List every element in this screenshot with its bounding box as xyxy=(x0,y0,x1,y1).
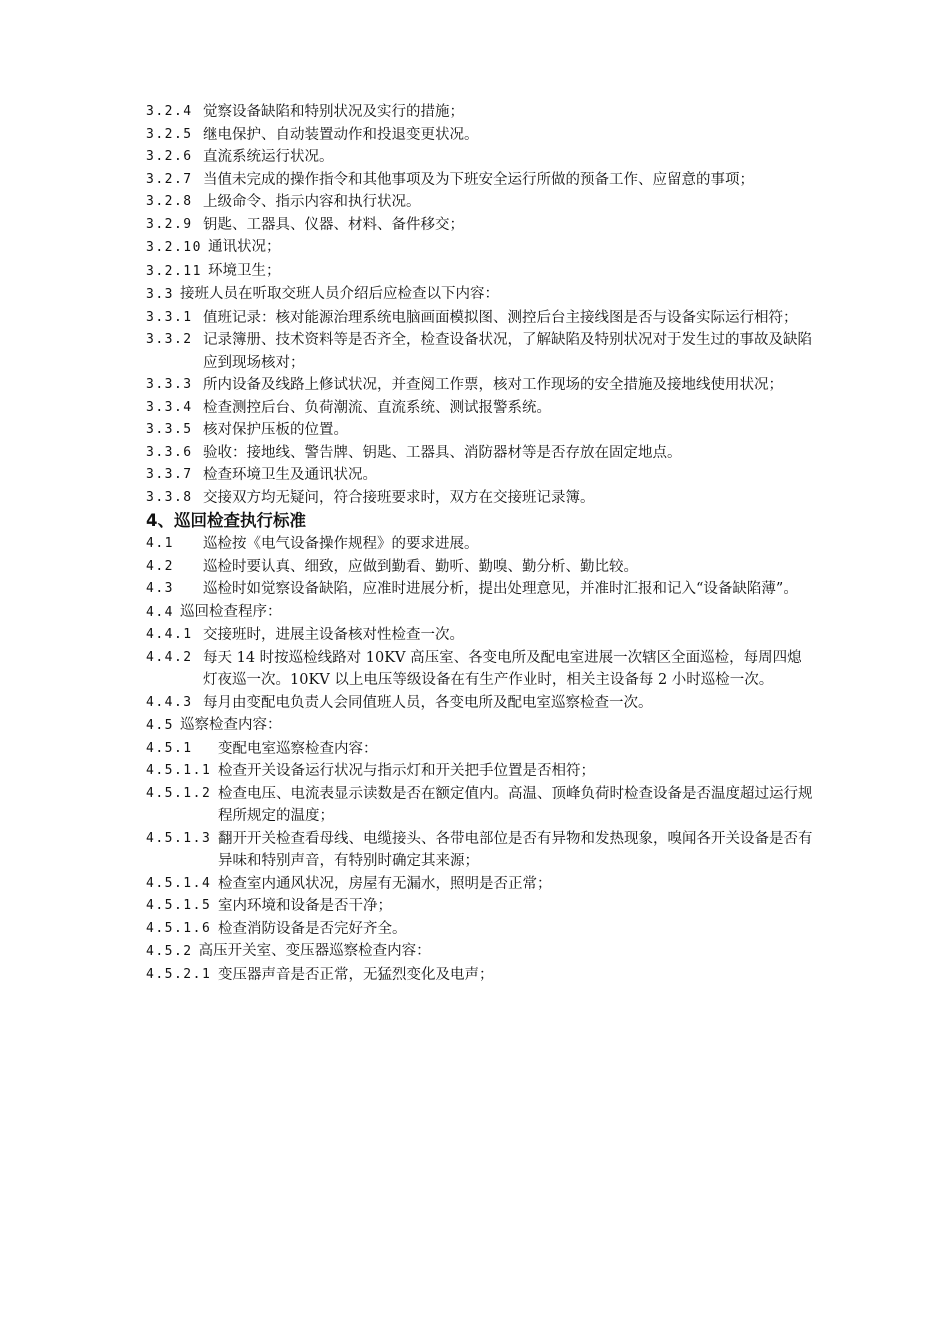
item-text: 当值未完成的操作指令和其他事项及为下班安全运行所做的预备工作、应留意的事项； xyxy=(203,171,754,188)
item-text: 值班记录：核对能源治理系统电脑画面模拟图、测控后台主接线图是否与设备实际运行相符； xyxy=(203,309,798,326)
list-item xyxy=(146,307,816,330)
item-number: 4.5.1.2 xyxy=(146,785,212,801)
item-text: 记录簿册、技术资料等是否齐全，检查设备状况，了解缺陷及特别状况对于发生过的事故及缺陷应到现场核对； xyxy=(203,332,812,371)
item-number: 4.2 xyxy=(146,558,174,574)
item-number: 3.2.7 xyxy=(146,171,193,187)
item-number: 4.4.1 xyxy=(146,627,193,642)
item-number: 3.2.10 xyxy=(146,240,202,255)
item-number: 4.5.2.1 xyxy=(146,966,212,982)
item-number: 4.4.3 xyxy=(146,694,193,710)
item-text: 巡检时如觉察设备缺陷，应准时进展分析，提出处理意见，并准时汇报和记入“设备缺陷薄”。 xyxy=(203,581,798,597)
list-item xyxy=(146,101,816,124)
item-number: 3.2.9 xyxy=(146,216,193,232)
item-text: 验收：接地线、警告牌、钥匙、工器具、消防器材等是否存放在固定地点。 xyxy=(203,444,682,461)
item-text: 所内设备及线路上修试状况，并查阅工作票，核对工作现场的安全措施及接地线使用状况； xyxy=(203,377,783,393)
list-item xyxy=(146,191,816,214)
item-text: 检查室内通风状况，房屋有无漏水，照明是否正常； xyxy=(218,875,552,892)
list-item xyxy=(146,397,816,420)
item-number: 3.3.4 xyxy=(146,399,193,415)
list-item xyxy=(146,556,816,579)
list-item xyxy=(146,419,816,442)
item-text: 直流系统运行状况。 xyxy=(203,149,334,165)
section-intro xyxy=(146,940,816,964)
list-item xyxy=(146,169,816,192)
item-number: 3.3 xyxy=(146,287,174,302)
item-number: 3.3.6 xyxy=(146,444,193,460)
item-number: 4.5.1.5 xyxy=(146,898,212,913)
document-body xyxy=(146,101,816,986)
item-text: 每月由变配电负责人会同值班人员，各变电所及配电室巡察检查一次。 xyxy=(203,694,653,711)
item-number: 4.5 xyxy=(146,718,174,733)
item-number: 3.3.7 xyxy=(146,467,193,482)
list-item xyxy=(146,578,816,601)
item-number: 3.2.11 xyxy=(146,263,202,279)
section-heading: 4、巡回检查执行标准 xyxy=(146,511,306,530)
list-item xyxy=(146,374,816,397)
item-text: 检查环境卫生及通讯状况。 xyxy=(203,467,377,483)
item-text: 交接双方均无疑问，符合接班要求时，双方在交接班记录簿。 xyxy=(203,489,595,506)
item-text: 接班人员在听取交班人员介绍后应检查以下内容： xyxy=(179,286,499,302)
item-number: 4.5.1.1 xyxy=(146,763,212,778)
item-text: 核对保护压板的位置。 xyxy=(203,422,348,438)
list-item xyxy=(146,236,816,260)
list-item xyxy=(146,964,816,987)
list-item xyxy=(146,738,816,761)
item-number: 4.5.1 xyxy=(146,740,193,756)
list-item xyxy=(146,647,816,692)
item-number: 4.4 xyxy=(146,604,174,620)
item-number: 3.3.3 xyxy=(146,377,193,392)
section-intro xyxy=(146,714,816,738)
item-text: 检查电压、电流表显示读数是否在额定值内。高温、顶峰负荷时检查设备是否温度超过运行规程所规定的温度； xyxy=(218,785,813,824)
item-text: 交接班时，进展主设备核对性检查一次。 xyxy=(203,627,464,643)
list-item xyxy=(146,692,816,715)
item-number: 4.5.2 xyxy=(146,944,193,959)
item-text: 巡回检查程序： xyxy=(179,603,282,620)
item-text: 通讯状况； xyxy=(207,239,281,255)
item-text: 变压器声音是否正常，无猛烈变化及电声； xyxy=(218,966,494,983)
list-item xyxy=(146,873,816,896)
item-number: 3.3.1 xyxy=(146,309,193,325)
item-text: 继电保护、自动装置动作和投退变更状况。 xyxy=(203,126,479,143)
item-text: 巡察检查内容： xyxy=(179,717,282,733)
list-item xyxy=(146,260,816,284)
item-text: 检查消防设备是否完好齐全。 xyxy=(218,920,407,937)
item-text: 环境卫生； xyxy=(207,262,281,279)
item-number: 4.1 xyxy=(146,536,174,551)
item-text: 翻开开关检查看母线、电缆接头、各带电部位是否有异物和发热现象，嗅闻各开关设备是否有异味和特别声音，有特别时确定其来源； xyxy=(218,830,813,869)
item-text: 钥匙、工器具、仪器、材料、备件移交； xyxy=(203,216,464,233)
list-item xyxy=(146,214,816,237)
item-text: 巡检按《电气设备操作规程》的要求进展。 xyxy=(203,536,479,552)
item-text: 上级命令、指示内容和执行状况。 xyxy=(203,194,421,210)
item-text: 觉察设备缺陷和特别状况及实行的措施； xyxy=(203,104,464,120)
list-item xyxy=(146,918,816,941)
item-text: 检查测控后台、负荷潮流、直流系统、测试报警系统。 xyxy=(203,399,551,416)
section-intro xyxy=(146,283,816,307)
item-number: 3.2.4 xyxy=(146,104,193,119)
list-item xyxy=(146,442,816,465)
item-text: 高压开关室、变压器巡察检查内容： xyxy=(198,943,431,959)
list-item xyxy=(146,464,816,487)
item-number: 3.2.5 xyxy=(146,126,193,142)
item-number: 4.5.1.3 xyxy=(146,830,212,846)
list-item xyxy=(146,487,816,510)
list-item xyxy=(146,146,816,169)
item-number: 3.3.2 xyxy=(146,332,193,347)
item-number: 4.5.1.6 xyxy=(146,920,212,936)
item-number: 4.5.1.4 xyxy=(146,875,212,891)
item-text: 每天 14 时按巡检线路对 10KV 高压室、各变电所及配电室进展一次辖区全面巡检，每周四熄灯夜巡一次。10KV 以上电压等级设备在有生产作业时，相关主设备每 2 小时巡检一次。 xyxy=(203,649,802,688)
item-number: 4.4.2 xyxy=(146,649,193,665)
item-number: 3.2.8 xyxy=(146,194,193,209)
list-item xyxy=(146,329,816,374)
list-item xyxy=(146,760,816,783)
section-intro xyxy=(146,601,816,625)
list-item xyxy=(146,624,816,647)
list-item xyxy=(146,895,816,918)
list-item xyxy=(146,828,816,873)
item-number: 3.3.8 xyxy=(146,489,193,505)
item-text: 变配电室巡察检查内容： xyxy=(218,740,378,757)
list-item xyxy=(146,783,816,828)
item-number: 3.3.5 xyxy=(146,422,193,437)
list-item xyxy=(146,533,816,556)
item-number: 4.3 xyxy=(146,581,174,596)
item-text: 巡检时要认真、细致，应做到勤看、勤听、勤嗅、勤分析、勤比较。 xyxy=(203,558,638,575)
item-text: 检查开关设备运行状况与指示灯和开关把手位置是否相符； xyxy=(218,763,595,779)
list-item xyxy=(146,124,816,147)
item-text: 室内环境和设备是否干净； xyxy=(218,898,392,914)
item-number: 3.2.6 xyxy=(146,149,193,164)
